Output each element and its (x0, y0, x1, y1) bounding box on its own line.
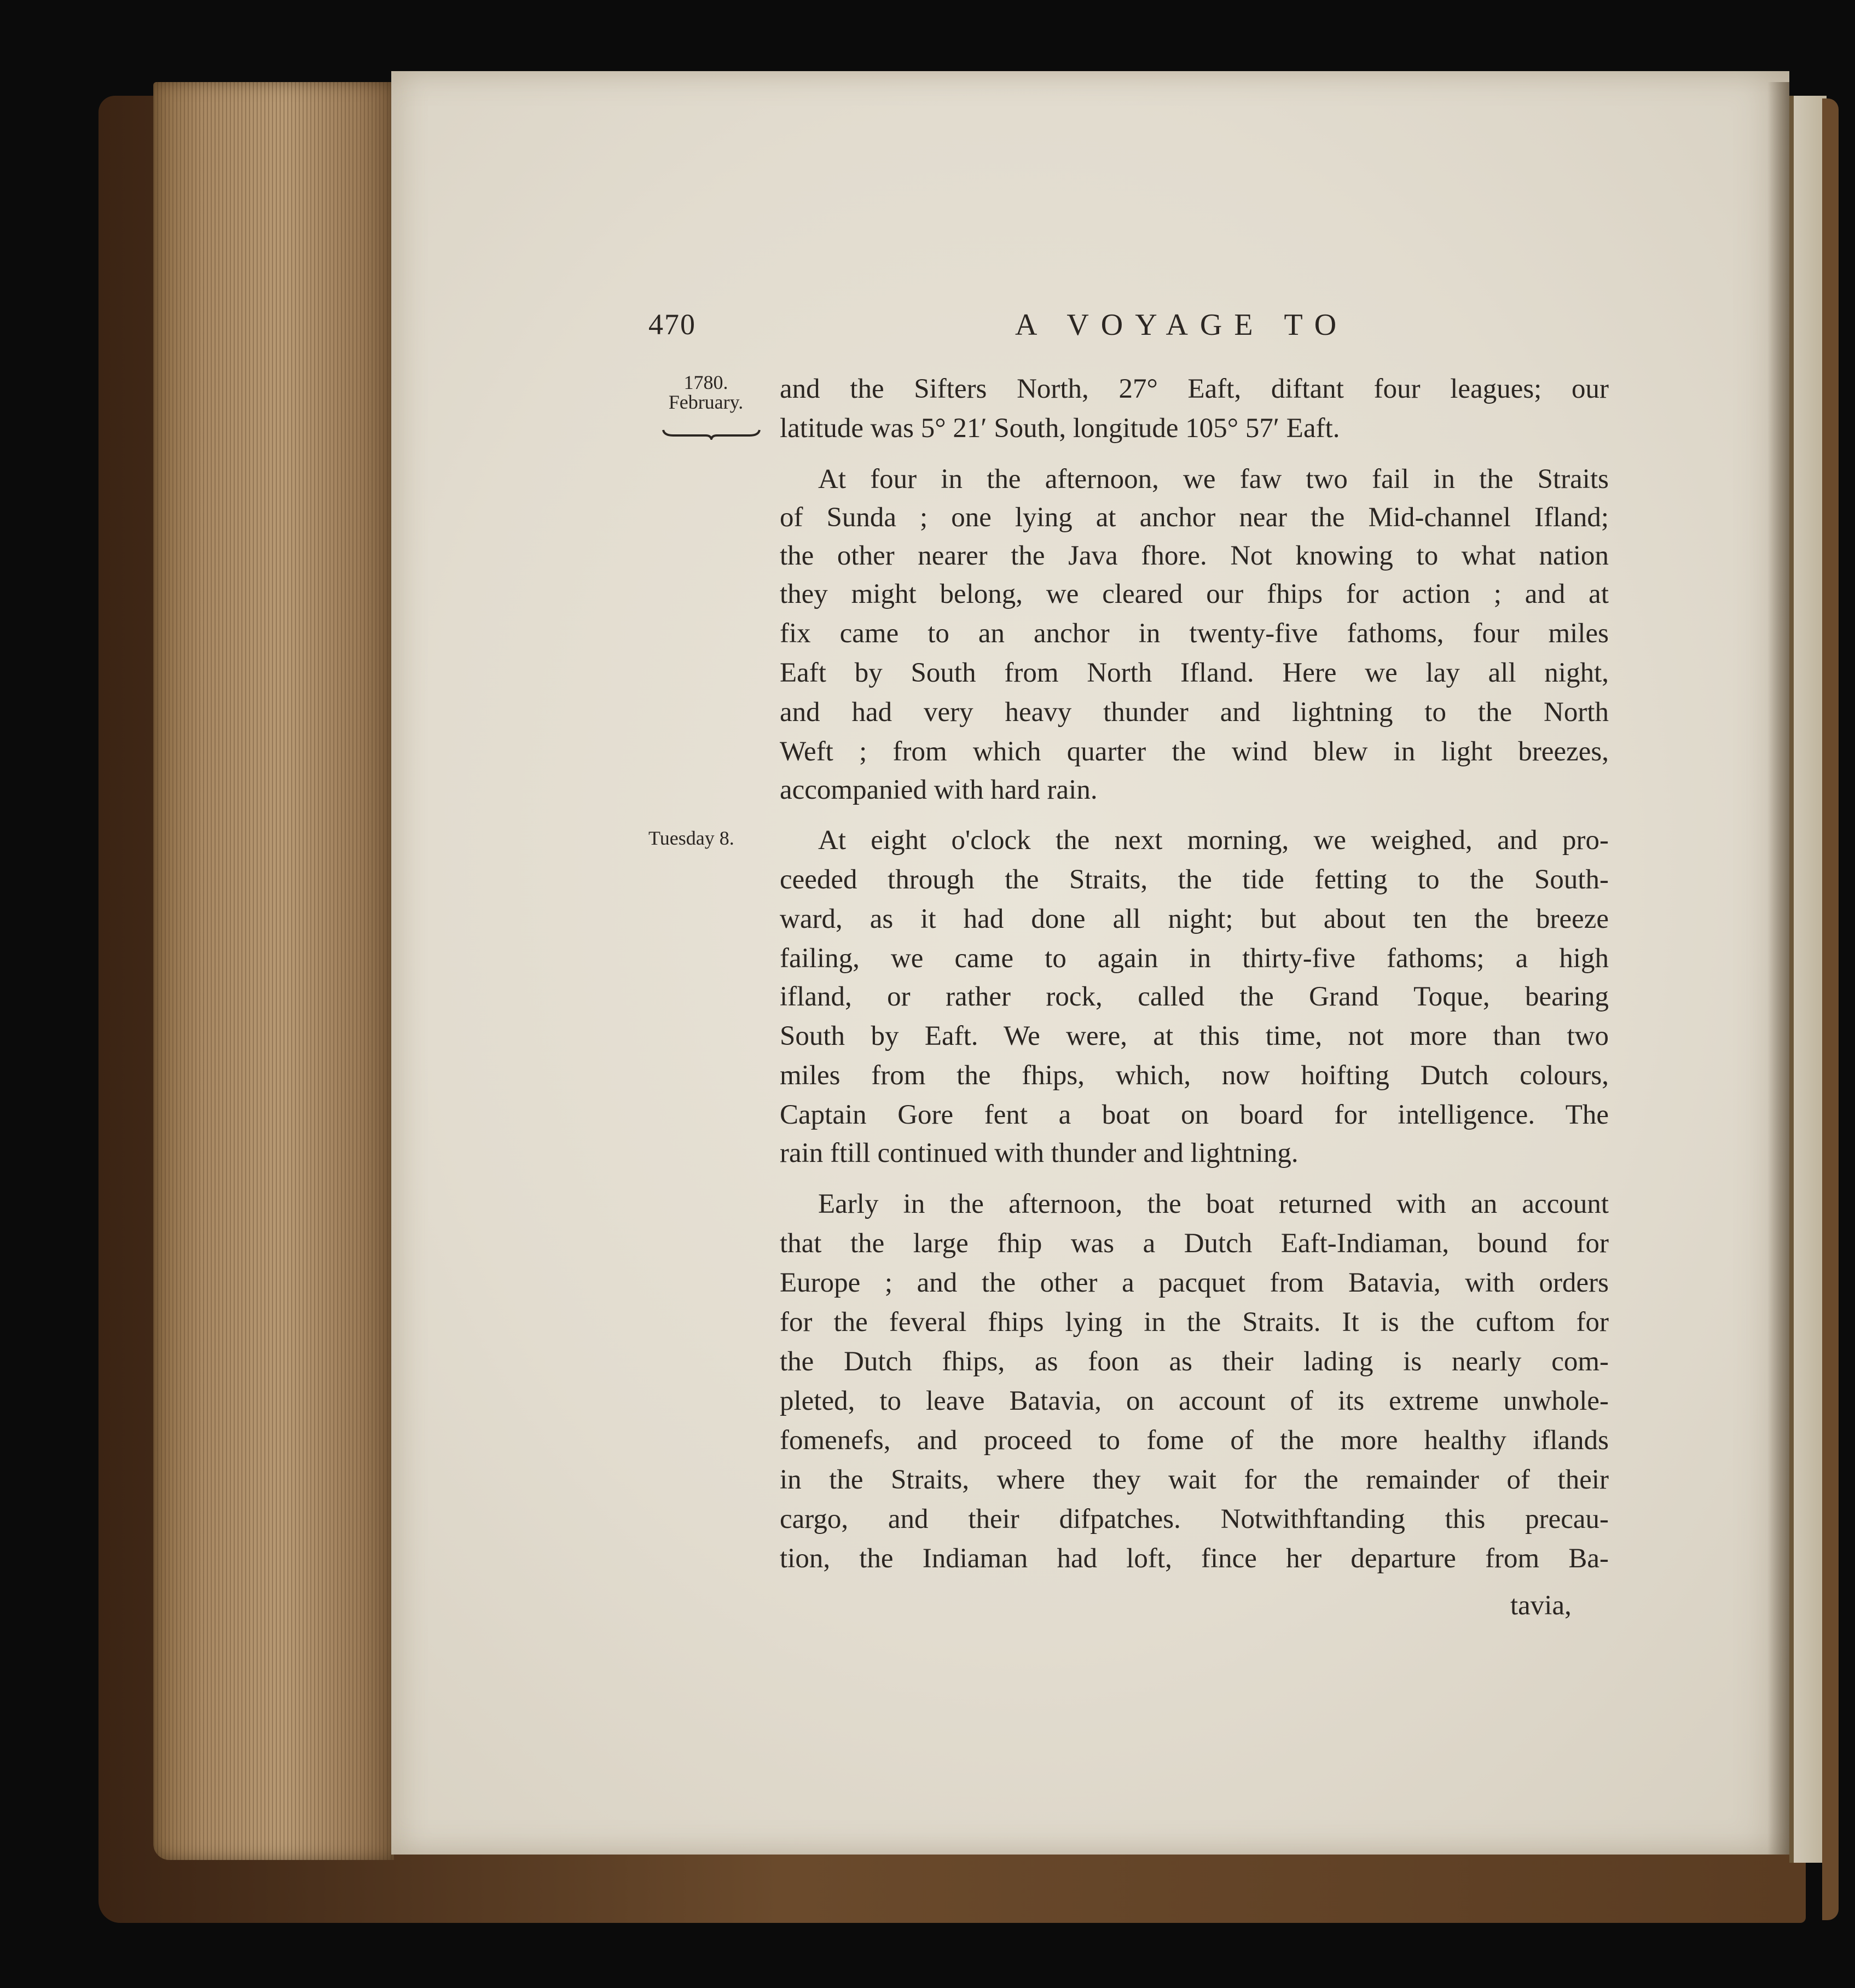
body-line: in the Straits, where they wait for the remainder of their (780, 1464, 1609, 1495)
margin-note-month: February. (668, 391, 744, 413)
body-line: fix came to an anchor in twenty-five fathoms, four miles (780, 618, 1609, 649)
margin-note-day: Tuesday 8. (648, 827, 734, 849)
body-line: that the large fhip was a Dutch Eaft-Indiaman, bound for (780, 1228, 1609, 1259)
body-line: pleted, to leave Batavia, on account of its extreme unwhole- (780, 1386, 1609, 1416)
body-line: Europe ; and the other a pacquet from Batavia, with orders (780, 1268, 1609, 1298)
margin-note-year: 1780. (683, 371, 728, 393)
body-line: At four in the afternoon, we faw two fail in the Straits (818, 464, 1609, 495)
body-line: of Sunda ; one lying at anchor near the Mid-channel Ifland; (780, 502, 1609, 533)
body-line: miles from the fhips, which, now hoifting Dutch colours, (780, 1060, 1609, 1091)
body-line: and the Sifters North, 27° Eaft, diftant four leagues; our (780, 374, 1609, 404)
page-edges (153, 82, 394, 1860)
body-line: for the feveral fhips lying in the Straits. It is the cuftom for (780, 1307, 1609, 1338)
body-line: Eaft by South from North Ifland. Here we lay all night, (780, 658, 1609, 688)
facing-page-edge (1789, 96, 1827, 1863)
body-line: failing, we came to again in thirty-five fathoms; a high (780, 943, 1609, 974)
body-line: ifland, or rather rock, called the Grand Toque, bearing (780, 981, 1609, 1012)
body-line: ward, as it had done all night; but about ten the breeze (780, 904, 1609, 934)
body-line: rain ftill continued with thunder and lightning. (780, 1138, 1298, 1169)
facing-cover-edge (1822, 98, 1839, 1920)
body-line: ceeded through the Straits, the tide fetting to the South- (780, 864, 1609, 895)
body-line: accompanied with hard rain. (780, 775, 1098, 805)
body-line: cargo, and their difpatches. Notwithftanding this precau- (780, 1504, 1609, 1534)
catchword: tavia, (1510, 1590, 1572, 1621)
body-line: South by Eaft. We were, at this time, not more than two (780, 1021, 1609, 1051)
body-line: Weft ; from which quarter the wind blew in light breezes, (780, 736, 1609, 767)
body-line: and had very heavy thunder and lightning to the North (780, 697, 1609, 728)
body-line: At eight o'clock the next morning, we weighed, and pro- (818, 825, 1609, 856)
page-gutter (1767, 82, 1789, 1855)
body-line: the Dutch fhips, as foon as their lading is nearly com- (780, 1346, 1609, 1377)
body-line: latitude was 5° 21′ South, longitude 105° 57′ Eaft. (780, 413, 1340, 444)
body-line: the other nearer the Java fhore. Not knowing to what nation (780, 540, 1609, 571)
margin-brace-icon (662, 427, 761, 440)
body-line: they might belong, we cleared our fhips for action ; and at (780, 579, 1609, 609)
body-line: Captain Gore fent a boat on board for intelligence. The (780, 1100, 1609, 1130)
page-number: 470 (648, 308, 696, 341)
running-title: A VOYAGE TO (1015, 308, 1349, 342)
body-line: tion, the Indiaman had loft, fince her departure from Ba- (780, 1543, 1609, 1574)
body-line: fomenefs, and proceed to fome of the more healthy iflands (780, 1425, 1609, 1456)
body-line: Early in the afternoon, the boat returned with an account (818, 1189, 1609, 1219)
